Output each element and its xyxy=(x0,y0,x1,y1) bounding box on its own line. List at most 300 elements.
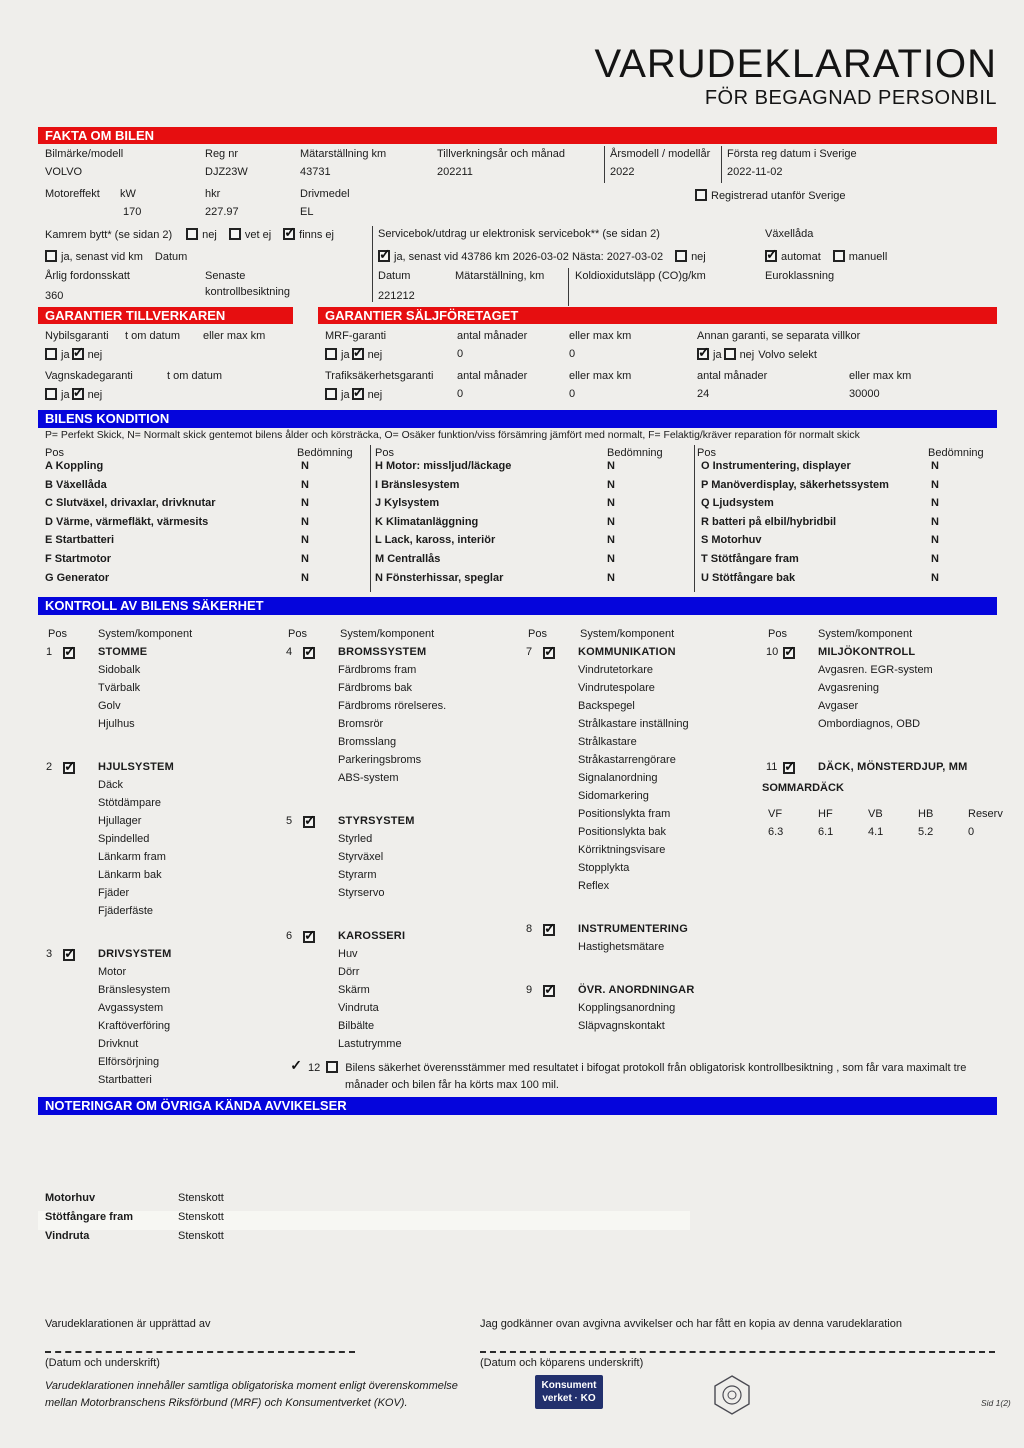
vagnskade-janej-row xyxy=(45,388,114,401)
signature-line-buyer[interactable] xyxy=(480,1351,995,1353)
page-number: Sid 1(2) xyxy=(981,1398,1011,1408)
kondition-grade: N xyxy=(607,515,615,528)
servicebok-nej-label: nej xyxy=(691,251,706,263)
vagnskade-ja-label: ja xyxy=(61,389,70,401)
konsumentverket-logo-line2: verket · KO xyxy=(542,1393,596,1404)
safety-item-12-checkbox[interactable] xyxy=(326,1061,338,1073)
kondition-item-label: N Fönsterhissar, speglar xyxy=(375,571,504,584)
kamrem-nej-checkbox[interactable] xyxy=(186,228,198,240)
kondition-row xyxy=(370,516,694,535)
dack-subtitle: SOMMARDÄCK xyxy=(762,782,844,794)
sakerhet-pos-header-3: Pos xyxy=(528,628,547,640)
safety-item: Länkarm bak xyxy=(98,869,162,881)
section-header-sakerhet: KONTROLL AV BILENS SÄKERHET xyxy=(38,597,997,615)
safety-item: Styrservo xyxy=(338,887,385,899)
safety-item: Motor xyxy=(98,966,127,978)
trafik-antal-label: antal månader xyxy=(457,370,528,382)
kondition-row xyxy=(694,516,997,535)
safety-item: Spindelled xyxy=(98,833,150,845)
safety-item: Bilbälte xyxy=(338,1020,375,1032)
registrerad-utanfor-checkbox[interactable] xyxy=(695,189,707,201)
safety-item: Styrväxel xyxy=(338,851,384,863)
annan-ja-label: ja xyxy=(713,349,722,361)
safety-group-number: 8 xyxy=(526,923,533,935)
kondition-row xyxy=(694,460,997,479)
approve-label: Jag godkänner ovan avgivna avvikelser och har fått en kopia av denna varudeklaration xyxy=(480,1318,902,1330)
vaxellada-label: Växellåda xyxy=(765,228,814,240)
forsta-reg-label: Första reg datum i Sverige xyxy=(727,148,857,160)
kamrem-label: Kamrem bytt* (se sidan 2) xyxy=(45,229,173,241)
section-header-garanti-saljforetag: GARANTIER SÄLJFÖRETAGET xyxy=(318,307,997,324)
vaxellada-row xyxy=(765,250,899,263)
trafik-maxkm-label: eller max km xyxy=(569,370,632,382)
tyre-column xyxy=(968,808,1018,844)
kondition-item-label: O Instrumentering, displayer xyxy=(701,460,851,472)
tyre-depth-value: 6.1 xyxy=(818,826,834,838)
kondition-grade: N xyxy=(931,460,939,472)
safety-item: Stötdämpare xyxy=(98,797,161,809)
page-title: VARUDEKLARATION xyxy=(594,42,997,86)
nybils-nej-checkbox[interactable] xyxy=(72,348,84,360)
servicebok-row xyxy=(378,250,718,263)
co2-label: Koldioxidutsläpp (CO)g/km xyxy=(575,270,706,282)
notering-row xyxy=(38,1211,690,1230)
safety-item: Kraftöverföring xyxy=(98,1020,171,1032)
safety-group-checkbox[interactable] xyxy=(543,647,555,659)
kondition-grade: N xyxy=(301,571,309,584)
sakerhet-system-header-3: System/komponent xyxy=(580,628,675,640)
safety-group-number: 3 xyxy=(46,948,53,960)
mrf-antal-value: 0 xyxy=(457,348,464,360)
kondition-grade: N xyxy=(607,460,615,472)
safety-group-title: MILJÖKONTROLL xyxy=(818,646,916,658)
annan-janej-row xyxy=(697,348,817,361)
divider xyxy=(372,226,373,302)
annan-ja-checkbox[interactable] xyxy=(697,348,709,360)
safety-item: Länkarm fram xyxy=(98,851,166,863)
kamrem-vetej-label: vet ej xyxy=(244,229,272,241)
hkr-value: 227.97 xyxy=(205,206,239,218)
noteringar-rows xyxy=(38,1192,997,1249)
tyre-position-label: VB xyxy=(868,808,883,820)
safety-item: Huv xyxy=(338,948,358,960)
safety-item: Reflex xyxy=(578,880,610,892)
safety-item: Backspegel xyxy=(578,700,635,712)
vagnskade-nej-checkbox[interactable] xyxy=(72,388,84,400)
notering-part: Stötfångare fram xyxy=(45,1211,134,1223)
safety-group-title: STYRSYSTEM xyxy=(338,815,415,827)
kondition-row xyxy=(38,516,370,535)
kondition-pos-header-1: Pos xyxy=(45,447,64,459)
sakerhet-pos-header-4: Pos xyxy=(768,628,787,640)
safety-group-number: 6 xyxy=(286,930,293,942)
tillverkningsar-value: 202211 xyxy=(437,166,473,178)
section-header-kondition: BILENS KONDITION xyxy=(38,410,997,428)
motoreffekt-label: Motoreffekt xyxy=(45,188,100,200)
kondition-row xyxy=(38,553,370,572)
title-block xyxy=(595,42,997,110)
kamrem-finnsej-checkbox[interactable] xyxy=(283,228,295,240)
tyre-depth-table xyxy=(758,808,1003,844)
safety-item-12-text: Bilens säkerhet överensstämmer med resultatet i bifogat protokoll från obligatorisk kontrollbesiktning , som får vara maximalt tre månader och bilen får ha körts max 100 mil. xyxy=(345,1062,967,1091)
safety-item: Färdbroms fram xyxy=(338,664,417,676)
section-header-noteringar: NOTERINGAR OM ÖVRIGA KÄNDA AVVIKELSER xyxy=(38,1097,997,1115)
kondition-row xyxy=(694,572,997,591)
kamrem-ja-label: ja, senast vid km xyxy=(61,251,143,263)
fordonsskatt-label: Årlig fordonsskatt xyxy=(45,270,130,282)
besiktning-label-1: Senaste xyxy=(205,270,246,282)
safety-item: Vindrutespolare xyxy=(578,682,655,694)
tillverkningsar-label: Tillverkningsår och månad xyxy=(437,148,565,160)
kondition-item-label: R batteri på elbil/hybridbil xyxy=(701,515,837,528)
safety-item: Signalanordning xyxy=(578,772,658,784)
servicebok-ja-checkbox[interactable] xyxy=(378,250,390,262)
safety-group xyxy=(278,646,518,790)
safety-item: Tvärbalk xyxy=(98,682,141,694)
drivmedel-value: EL xyxy=(300,206,314,218)
notering-note: Stenskott xyxy=(178,1211,224,1223)
trafik-maxkm-value: 0 xyxy=(569,388,576,400)
kondition-row xyxy=(694,553,997,572)
mrf-nej-label: nej xyxy=(367,349,383,361)
safety-group-title: INSTRUMENTERING xyxy=(578,923,688,935)
safety-item: Hastighetsmätare xyxy=(578,941,665,953)
kondition-item-label: D Värme, värmefläkt, värmesits xyxy=(45,515,209,528)
tyre-depth-value: 0 xyxy=(968,826,975,838)
vagnskade-tom-datum-label: t om datum xyxy=(167,370,223,382)
safety-group-number: 10 xyxy=(766,646,779,658)
signature-caption-buyer: (Datum och köparens underskrift) xyxy=(480,1357,644,1369)
safety-group-number: 7 xyxy=(526,646,533,658)
dack-checkbox[interactable] xyxy=(783,762,795,774)
nybils-janej-row xyxy=(45,348,114,361)
kondition-item-label: L Lack, kaross, interiör xyxy=(375,534,496,547)
vaxellada-manuell-label: manuell xyxy=(848,251,888,263)
matarstallning-value: 43731 xyxy=(300,166,331,178)
safety-group-title: KAROSSERI xyxy=(338,930,406,942)
vagnskade-nej-label: nej xyxy=(87,389,103,401)
safety-item: Avgasren. EGR-system xyxy=(818,664,933,676)
kondition-item-label: J Kylsystem xyxy=(375,497,440,510)
annan-antal-value: 24 xyxy=(697,388,710,400)
dack-number: 11 xyxy=(766,761,778,773)
tyre-position-label: HF xyxy=(818,808,833,820)
kondition-row xyxy=(694,534,997,553)
dack-title: DÄCK, MÖNSTERDJUP, MM xyxy=(818,761,968,773)
annan-garanti-namn: Volvo selekt xyxy=(758,349,817,361)
safety-item: Parkeringsbroms xyxy=(338,754,422,766)
mrf-ja-checkbox[interactable] xyxy=(325,348,337,360)
sakerhet-column-4 xyxy=(758,646,1003,844)
safety-item: Styrarm xyxy=(338,869,377,881)
mrf-janej-row xyxy=(325,348,394,361)
kondition-item-label: S Motorhuv xyxy=(701,534,762,547)
safety-group xyxy=(518,984,758,1038)
safety-item: Vindruta xyxy=(338,1002,379,1014)
disclaimer-line-1: Varudeklarationen innehåller samtliga obligatoriska moment enligt överenskommelse xyxy=(45,1380,458,1392)
kondition-item-label: F Startmotor xyxy=(45,552,111,565)
vaxellada-automat-checkbox[interactable] xyxy=(765,250,777,262)
besiktning-label-2: kontrollbesiktning xyxy=(205,286,290,298)
kw-value: 170 xyxy=(123,206,142,218)
safety-group xyxy=(518,923,758,959)
mrf-antal-label: antal månader xyxy=(457,330,528,342)
safety-item: Positionslykta fram xyxy=(578,808,671,820)
kondition-grade: N xyxy=(301,478,309,491)
besiktning-matarstallning-label: Mätarställning, km xyxy=(455,270,545,282)
safety-group xyxy=(758,646,998,736)
kondition-column-1 xyxy=(38,460,370,590)
kondition-item-label: K Klimatanläggning xyxy=(375,515,479,528)
safety-group-title: HJULSYSTEM xyxy=(98,761,174,773)
safety-item: Hjulhus xyxy=(98,718,135,730)
notering-note: Stenskott xyxy=(178,1192,224,1204)
signature-line-seller[interactable] xyxy=(45,1351,355,1353)
annan-maxkm-label: eller max km xyxy=(849,370,912,382)
safety-item: Bromsslang xyxy=(338,736,397,748)
safety-group-checkbox[interactable] xyxy=(63,762,75,774)
kondition-grade: N xyxy=(607,478,615,491)
safety-group xyxy=(518,646,758,898)
notering-part: Vindruta xyxy=(45,1230,90,1242)
safety-item: Styrled xyxy=(338,833,373,845)
sakerhet-column-2 xyxy=(278,646,518,1056)
safety-item: Stråkastarrengörare xyxy=(578,754,676,766)
notering-part: Motorhuv xyxy=(45,1192,96,1204)
notering-row xyxy=(38,1230,997,1249)
forsta-reg-value: 2022-11-02 xyxy=(727,166,783,178)
page-subtitle: FÖR BEGAGNAD PERSONBIL xyxy=(704,87,997,109)
kondition-grade: N xyxy=(607,552,615,565)
safety-group-checkbox[interactable] xyxy=(783,647,795,659)
registrerad-utanfor-label: Registrerad utanför Sverige xyxy=(711,190,846,202)
dack-block xyxy=(758,761,1003,844)
kondition-grade: N xyxy=(301,460,309,472)
kondition-column-2 xyxy=(370,460,694,590)
kondition-item-label: A Koppling xyxy=(45,460,104,472)
kondition-item-label: G Generator xyxy=(45,571,110,584)
annan-antal-label: antal månader xyxy=(697,370,768,382)
safety-group-checkbox[interactable] xyxy=(303,647,315,659)
safety-group-title: DRIVSYSTEM xyxy=(98,948,172,960)
kondition-grade: N xyxy=(607,571,615,584)
kondition-row xyxy=(370,553,694,572)
trafik-janej-row xyxy=(325,388,394,401)
sakerhet-system-header-2: System/komponent xyxy=(340,628,435,640)
kondition-column-3 xyxy=(694,460,997,590)
tyre-column xyxy=(868,808,918,844)
kondition-row xyxy=(38,572,370,591)
annan-nej-checkbox[interactable] xyxy=(724,348,736,360)
safety-item: Sidomarkering xyxy=(578,790,649,802)
sakerhet-column-3 xyxy=(518,646,758,1038)
kondition-legend: P= Perfekt Skick, N= Normalt skick gentemot bilens ålder och körsträcka, O= Osäker funktion/viss försämring jämfört med normalt, F= Felaktig/kräver reparation för normalt skick xyxy=(45,430,860,441)
prepared-by-label: Varudeklarationen är upprättad av xyxy=(45,1318,211,1330)
annan-nej-label: nej xyxy=(739,349,755,361)
hkr-label: hkr xyxy=(205,188,221,200)
regnr-label: Reg nr xyxy=(205,148,239,160)
nybils-ja-label: ja xyxy=(61,349,70,361)
tyre-depth-value: 4.1 xyxy=(868,826,884,838)
matarstallning-label: Mätarställning km xyxy=(300,148,387,160)
kondition-item-label: P Manöverdisplay, säkerhetssystem xyxy=(701,478,889,491)
kondition-row xyxy=(370,572,694,591)
mrf-maxkm-label: eller max km xyxy=(569,330,632,342)
mrf-ja-label: ja xyxy=(341,349,350,361)
safety-item: Ombordiagnos, OBD xyxy=(818,718,921,730)
servicebok-label: Servicebok/utdrag ur elektronisk servicebok** (se sidan 2) xyxy=(378,228,660,240)
tyre-position-label: VF xyxy=(768,808,783,820)
bilmarke-label: Bilmärke/modell xyxy=(45,148,124,160)
kondition-row xyxy=(38,460,370,479)
vagnskadegaranti-label: Vagnskadegaranti xyxy=(45,370,133,382)
safety-item-12-number: 12 xyxy=(308,1062,321,1074)
kamrem-ja-checkbox[interactable] xyxy=(45,250,57,262)
safety-item: Hjullager xyxy=(98,815,142,827)
servicebok-nej-checkbox[interactable] xyxy=(675,250,687,262)
safety-item: Kopplingsanordning xyxy=(578,1002,676,1014)
safety-item: Dörr xyxy=(338,966,360,978)
servicebok-ja-label: ja, senast vid 43786 km 2026-03-02 Nästa: 2027-03-02 xyxy=(394,251,664,263)
safety-group-number: 9 xyxy=(526,984,533,996)
safety-group-checkbox[interactable] xyxy=(303,931,315,943)
divider xyxy=(568,268,569,306)
safety-group-number: 5 xyxy=(286,815,293,827)
kondition-row xyxy=(370,479,694,498)
nybils-nej-label: nej xyxy=(87,349,103,361)
safety-group-checkbox[interactable] xyxy=(303,816,315,828)
vagnskade-ja-checkbox[interactable] xyxy=(45,388,57,400)
kamrem-vetej-checkbox[interactable] xyxy=(229,228,241,240)
kondition-bedomning-header-1: Bedömning xyxy=(297,447,353,459)
tyre-column xyxy=(768,808,818,844)
kondition-grade: N xyxy=(931,497,939,510)
safety-item: Stopplykta xyxy=(578,862,630,874)
kondition-bedomning-header-3: Bedömning xyxy=(928,447,984,459)
kondition-row xyxy=(694,479,997,498)
safety-item: Körriktningsvisare xyxy=(578,844,666,856)
annan-garanti-label: Annan garanti, se separata villkor xyxy=(697,330,861,342)
safety-group-checkbox[interactable] xyxy=(543,924,555,936)
kondition-grade: N xyxy=(301,515,309,528)
safety-group-checkbox[interactable] xyxy=(63,647,75,659)
sakerhet-pos-header-2: Pos xyxy=(288,628,307,640)
kondition-pos-header-3: Pos xyxy=(697,447,716,459)
trafik-garanti-label: Trafiksäkerhetsgaranti xyxy=(325,370,434,382)
safety-group xyxy=(278,815,518,905)
konsumentverket-logo xyxy=(535,1375,603,1409)
kw-label: kW xyxy=(120,188,136,200)
kondition-item-label: I Bränslesystem xyxy=(375,478,460,491)
kondition-grade: N xyxy=(301,497,309,510)
safety-group xyxy=(38,761,278,923)
kondition-item-label: Q Ljudsystem xyxy=(701,497,774,510)
fordonsskatt-value: 360 xyxy=(45,290,64,302)
kondition-row xyxy=(694,497,997,516)
section-header-garanti-tillverkare: GARANTIER TILLVERKAREN xyxy=(38,307,293,324)
kondition-item-label: H Motor: missljud/läckage xyxy=(375,460,512,472)
kondition-bedomning-header-2: Bedömning xyxy=(607,447,663,459)
tyre-column xyxy=(918,808,968,844)
safety-item: Strålkastare inställning xyxy=(578,718,689,730)
safety-item: Strålkastare xyxy=(578,736,637,748)
kondition-item-label: M Centrallås xyxy=(375,552,441,565)
kondition-grade: N xyxy=(301,552,309,565)
safety-group-title: ÖVR. ANORDNINGAR xyxy=(578,984,695,996)
kondition-row xyxy=(38,497,370,516)
kondition-row xyxy=(38,479,370,498)
mrf-nej-checkbox[interactable] xyxy=(352,348,364,360)
kondition-item-label: U Stötfångare bak xyxy=(701,571,796,584)
disclaimer-line-2: mellan Motorbranschens Riksförbund (MRF) och Konsumentverket (KOV). xyxy=(45,1397,408,1409)
safety-item: Golv xyxy=(98,700,121,712)
arsmodell-label: Årsmodell / modellår xyxy=(610,148,711,160)
drivmedel-label: Drivmedel xyxy=(300,188,350,200)
besiktning-datum-label: Datum xyxy=(378,270,411,282)
konsumentverket-logo-line1: Konsument xyxy=(541,1380,597,1391)
safety-item: Avgaser xyxy=(818,700,859,712)
safety-item: Däck xyxy=(98,779,124,791)
kondition-row xyxy=(370,534,694,553)
tyre-column xyxy=(818,808,868,844)
nybils-ja-checkbox[interactable] xyxy=(45,348,57,360)
safety-group-number: 4 xyxy=(286,646,293,658)
trafik-ja-label: ja xyxy=(341,389,350,401)
annan-maxkm-value: 30000 xyxy=(849,388,880,400)
kondition-grade: N xyxy=(301,534,309,547)
trafik-antal-value: 0 xyxy=(457,388,464,400)
safety-item: Positionslykta bak xyxy=(578,826,667,838)
mrf-garanti-label: MRF-garanti xyxy=(325,330,387,342)
kondition-pos-header-2: Pos xyxy=(375,447,394,459)
safety-item: Drivknut xyxy=(98,1038,139,1050)
safety-item: ABS-system xyxy=(338,772,399,784)
vaxellada-automat-label: automat xyxy=(781,251,821,263)
trafik-nej-checkbox[interactable] xyxy=(352,388,364,400)
bilmarke-value: VOLVO xyxy=(45,166,83,178)
tyre-position-label: Reserv xyxy=(968,808,1003,820)
safety-item: Bromsrör xyxy=(338,718,384,730)
tyre-depth-value: 5.2 xyxy=(918,826,934,838)
kondition-grade: N xyxy=(607,497,615,510)
safety-item: Fjäder xyxy=(98,887,130,899)
kondition-grade: N xyxy=(931,571,939,584)
safety-item: Avgasrening xyxy=(818,682,879,694)
kondition-item-label: C Slutväxel, drivaxlar, drivknutar xyxy=(45,497,216,510)
safety-item: Släpvagnskontakt xyxy=(578,1020,665,1032)
mrf-maxkm-value: 0 xyxy=(569,348,576,360)
arsmodell-value: 2022 xyxy=(610,166,635,178)
safety-group-checkbox[interactable] xyxy=(63,949,75,961)
kondition-grade: N xyxy=(931,552,939,565)
tyre-depth-value: 6.3 xyxy=(768,826,784,838)
trafik-ja-checkbox[interactable] xyxy=(325,388,337,400)
regnr-value: DJZ23W xyxy=(205,166,248,178)
vaxellada-manuell-checkbox[interactable] xyxy=(833,250,845,262)
safety-item: Elförsörjning xyxy=(98,1056,160,1068)
safety-group-checkbox[interactable] xyxy=(543,985,555,997)
safety-item: Sidobalk xyxy=(98,664,141,676)
safety-item: Avgassystem xyxy=(98,1002,164,1014)
euroklassning-label: Euroklassning xyxy=(765,270,835,282)
sakerhet-pos-header-1: Pos xyxy=(48,628,67,640)
notering-row xyxy=(38,1192,997,1211)
safety-group-number: 1 xyxy=(46,646,53,658)
kondition-row xyxy=(370,460,694,479)
kamrem-row xyxy=(45,228,346,241)
sakerhet-system-header-1: System/komponent xyxy=(98,628,193,640)
kamrem-nej-label: nej xyxy=(202,229,217,241)
